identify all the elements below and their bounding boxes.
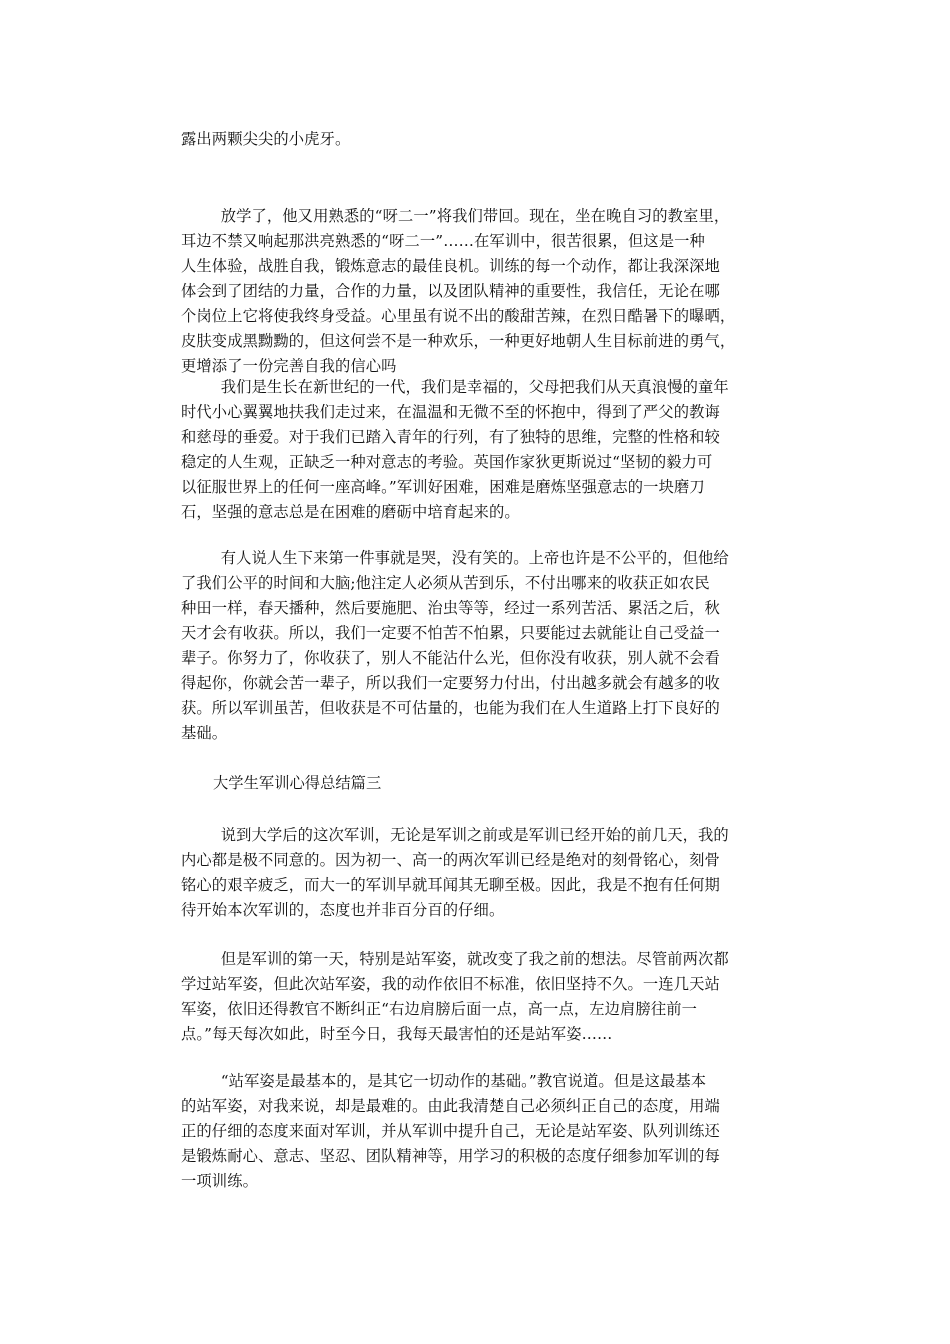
paragraph-continuation: 露出两颗尖尖的小虎牙。 <box>181 130 351 148</box>
paragraph-life-born: 有人说人生下来第一件事就是哭，没有笑的。上帝也许是不公平的，但他给 了我们公平的时间和大脑;他注定人必须从苦到乐，不付出哪来的收获正如农民 种田一样，春天播种，然后要施肥、治虫等等，经过一系列苦活、累活之后，秋 天才会有收获。所以，我们一定要不怕苦不怕累，只要能过去就能让自己受益一 辈子。你努力了，你收获了，别人不能沾什么光，但你没有收获，别人就不会看 得起你，你就会苦一辈子，所以我们一定要努力付出，付出越多就会有越多的收 获。所以军训虽苦，但收获是不可估量的，也能为我们在人生道路上打下良好的 基础。 <box>181 549 729 742</box>
paragraph-after-school: 放学了，他又用熟悉的“呀二一”将我们带回。现在，坐在晚自习的教室里， 耳边不禁又响起那洪亮熟悉的“呀二一”……在军训中，很苦很累，但这是一种 人生体验，战胜自我，锻炼意志的最佳良机。训练的每一个动作，都让我深深地 体会到了团结的力量，合作的力量，以及团队精神的重要性，我信任，无论在哪 个岗位上它将使我终身受益。心里虽有说不出的酸甜苦辣，在烈日酷暑下的曝晒， 皮肤变成黑黝黝的，但这何尝不是一种欢乐，一种更好地朝人生目标前进的勇气， 更增添了一份完善自我的信心吗 <box>181 207 736 375</box>
section-heading: 大学生军训心得总结篇三 <box>213 774 382 792</box>
paragraph-first-day: 但是军训的第一天，特别是站军姿，就改变了我之前的想法。尽管前两次都 学过站军姿，但此次站军姿，我的动作依旧不标准，依旧坚持不久。一连几天站 军姿，依旧还得教官不断纠正“右边肩膀后面一点，高一点，左边肩膀往前一 点。”每天每次如此，时至今日，我每天最害怕的还是站军姿…… <box>181 950 729 1043</box>
paragraph-college-training: 说到大学后的这次军训，无论是军训之前或是军训已经开始的前几天，我的 内心都是极不同意的。因为初一、高一的两次军训已经是绝对的刻骨铭心，刻骨 铭心的艰辛疲乏，而大一的军训早就耳闻其无聊至极。因此，我是不抱有任何期 待开始本次军训的，态度也并非百分百的仔细。 <box>181 826 729 919</box>
paragraph-new-century: 我们是生长在新世纪的一代，我们是幸福的，父母把我们从天真浪慢的童年 时代小心翼翼地扶我们走过来，在温温和无微不至的怀抱中，得到了严父的教诲 和慈母的垂爱。对于我们已踏入青年的行列，有了独特的思维，完整的性格和较 稳定的人生观，正缺乏一种对意志的考验。英国作家狄更斯说过“坚韧的毅力可 以征服世界上的任何一座高峰。”军训好困难，困难是磨炼坚强意志的一块磨刀 石，坚强的意志总是在困难的磨砺中培育起来的。 <box>181 378 729 521</box>
paragraph-standing-posture: “站军姿是最基本的，是其它一切动作的基础。”教官说道。但是这最基本 的站军姿，对我来说，却是最难的。由此我清楚自己必须纠正自己的态度，用端 正的仔细的态度来面对军训，并从军训中提升自己，无论是站军姿、队列训练还 是锻炼耐心、意志、坚忍、团队精神等，用学习的积极的态度仔细参加军训的每 一项训练。 <box>181 1072 720 1190</box>
